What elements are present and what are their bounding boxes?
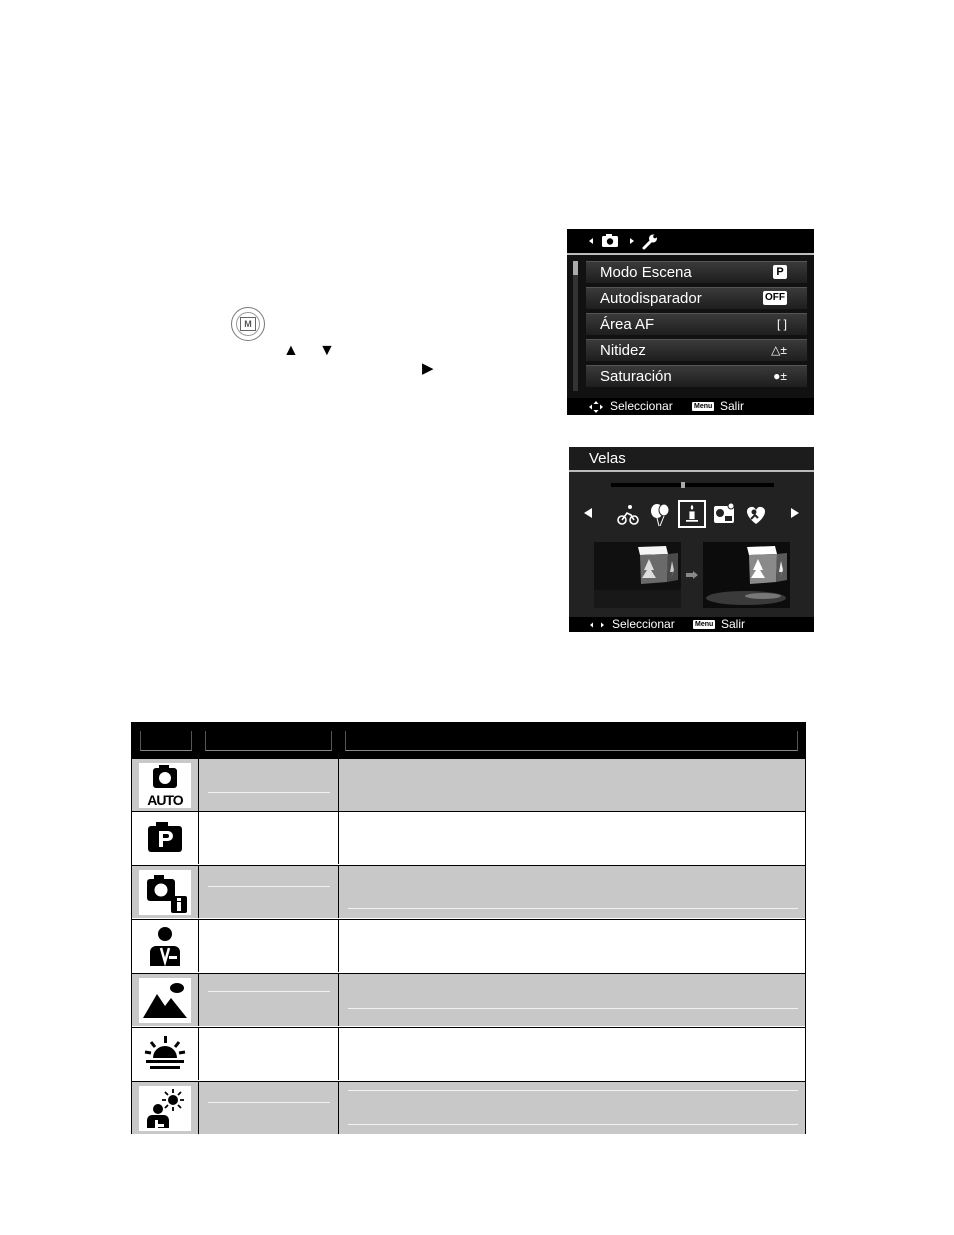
wrench-icon[interactable]: [644, 235, 657, 249]
menu-item-nitidez[interactable]: Nitidez △±: [586, 339, 807, 361]
landscape-icon: [139, 978, 191, 1023]
scene-footer: Seleccionar Menu Salir: [569, 617, 814, 632]
cyclist-icon[interactable]: [615, 501, 641, 527]
menu-footer: Seleccionar Menu Salir: [567, 398, 814, 415]
table-row: [132, 973, 805, 1026]
program-p-icon: [139, 816, 191, 861]
table-row: [132, 1081, 805, 1134]
down-arrow-icon: ▼: [319, 342, 335, 359]
preview-after: [703, 542, 790, 608]
table-row: [132, 758, 805, 811]
auto-camera-icon: [139, 763, 191, 808]
candle-icon[interactable]: [678, 500, 706, 528]
right-arrow-icon[interactable]: [790, 507, 800, 519]
dpad-icon: [588, 401, 604, 413]
balloons-icon[interactable]: [647, 501, 673, 527]
camera-info-icon: [139, 870, 191, 915]
svg-text:AUTO: AUTO: [147, 792, 183, 808]
menu-key-chip: Menu: [695, 621, 714, 628]
table-row: [132, 865, 805, 918]
kid-icon[interactable]: [711, 501, 737, 527]
scene-title: Velas: [589, 450, 626, 467]
menu-scrollbar[interactable]: [573, 261, 578, 391]
heart-icon[interactable]: [743, 501, 769, 527]
menu-item-autodisparador[interactable]: Autodisparador OFF: [586, 287, 807, 309]
camera-icon[interactable]: [602, 234, 618, 247]
left-arrow-icon[interactable]: [583, 507, 593, 519]
scene-position-bar: [611, 483, 774, 487]
table-row: [132, 811, 805, 864]
preview-before: [594, 542, 681, 608]
transition-arrow-icon: [686, 571, 698, 579]
af-area-icon: [ ]: [776, 317, 787, 331]
table-header: [132, 723, 805, 758]
up-arrow-icon: ▲: [283, 342, 299, 359]
camera-menu-screen: [567, 229, 814, 415]
program-badge: P: [773, 265, 787, 279]
menu-item-area-af[interactable]: Área AF [ ]: [586, 313, 807, 335]
menu-item-modo-escena[interactable]: Modo Escena P: [586, 261, 807, 283]
left-right-icon: [589, 620, 605, 630]
m-glyph: M: [240, 317, 256, 331]
backlight-icon: [139, 1086, 191, 1131]
scene-mode-table: [131, 722, 806, 1134]
mode-button-icon: [231, 307, 265, 341]
table-row: [132, 919, 805, 972]
portrait-icon: [139, 924, 191, 969]
menu-tab-bar: [567, 229, 814, 255]
right-arrow-icon: ▶: [422, 360, 434, 377]
saturation-icon: ●±: [773, 369, 787, 383]
menu-key-chip: Menu: [694, 403, 713, 410]
sharpness-icon: △±: [771, 343, 787, 357]
sunset-icon: [139, 1032, 191, 1077]
menu-item-saturacion[interactable]: Saturación ●±: [586, 365, 807, 387]
scene-select-screen: [569, 447, 814, 632]
off-badge: OFF: [765, 292, 785, 303]
table-row: [132, 1027, 805, 1080]
